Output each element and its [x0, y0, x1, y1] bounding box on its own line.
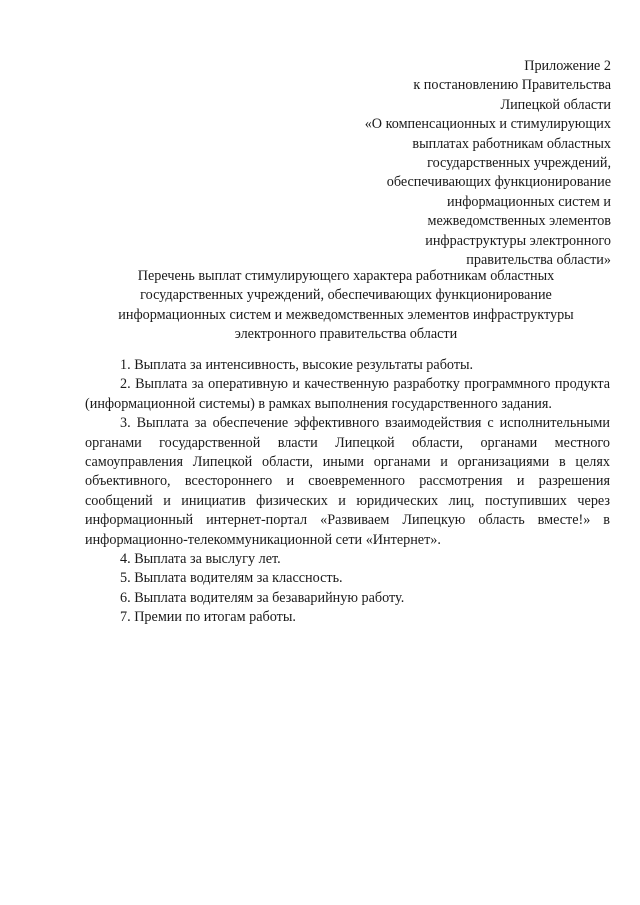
title-line: электронного правительства области: [234, 326, 458, 343]
appendix-line: выплатах работникам областных: [412, 135, 611, 152]
list-item: 7. Премии по итогам работы.: [120, 609, 296, 626]
appendix-line: Приложение 2: [524, 58, 611, 74]
title-line: информационных систем и межведомственных элементов инфраструктуры: [118, 306, 574, 323]
appendix-line: обеспечивающих функционирование: [386, 174, 611, 191]
list-item: 5. Выплата водителям за классность.: [120, 570, 343, 587]
appendix-line: правительства области»: [466, 252, 611, 269]
appendix-line: государственных учреждений,: [427, 155, 611, 172]
list-item: 1. Выплата за интенсивность, высокие результаты работы.: [120, 357, 474, 373]
appendix-line: «О компенсационных и стимулирующих: [364, 116, 611, 133]
appendix-line: инфраструктуры электронного: [425, 232, 611, 249]
appendix-line: Липецкой области: [500, 96, 611, 113]
title-line: государственных учреждений, обеспечивающих функционирование: [140, 287, 552, 304]
list-item: 2. Выплата за оперативную и качественную разработку программного продукта (информационной системы) в рамках выполнения государственного задания.: [85, 376, 610, 412]
title-line: Перечень выплат стимулирующего характера работникам областных: [137, 268, 555, 284]
appendix-line: межведомственных элементов: [427, 213, 611, 230]
payments-list: [85, 356, 610, 628]
appendix-line: информационных систем и: [447, 193, 611, 210]
appendix-header: [291, 57, 611, 270]
list-item: 3. Выплата за обеспечение эффективного взаимодействия с исполнительными органами государственной власти Липецкой области, органами местного самоуправления Липецкой области, иными органами и организациями в целях объективного, всестороннего и своевременного рассмотрения и разрешения сообщений и инициатив физических и юридических лиц, поступивших через информационный интернет-портал «Развиваем Липецкую область вместе!» в информационно-телекоммуникационной сети «Интернет».: [85, 415, 610, 548]
appendix-line: к постановлению Правительства: [413, 77, 611, 94]
document-title: [92, 267, 600, 345]
list-item: 4. Выплата за выслугу лет.: [120, 551, 281, 568]
list-item: 6. Выплата водителям за безаварийную работу.: [120, 589, 405, 606]
